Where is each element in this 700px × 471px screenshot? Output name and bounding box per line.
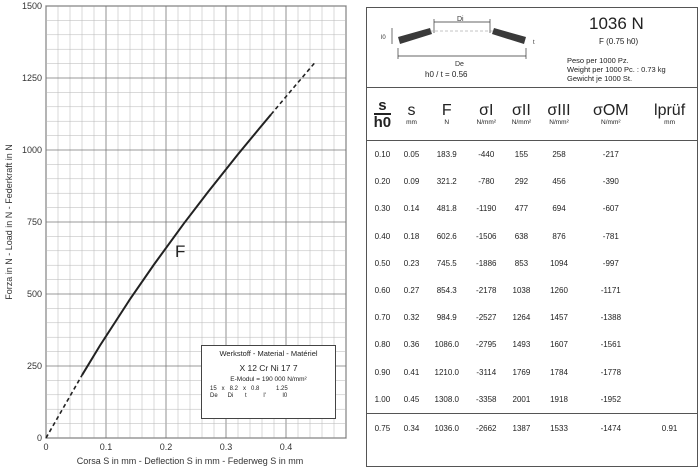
table-cell: -3114 bbox=[476, 367, 497, 377]
table-cell: 292 bbox=[514, 177, 529, 187]
table-cell bbox=[642, 250, 697, 277]
spring-data-table bbox=[367, 88, 697, 444]
ratio-numerator: s bbox=[374, 98, 392, 115]
table-row bbox=[367, 141, 697, 169]
weight-line: Weight per 1000 Pc. : 0.73 kg bbox=[567, 65, 666, 74]
dims-values: 15 x 8.2 x 0.8 1.25 bbox=[210, 386, 288, 392]
weight-line: Peso per 1000 Pz. bbox=[567, 56, 629, 65]
y-tick-label: 1250 bbox=[21, 73, 42, 83]
table-cell: 854.3 bbox=[436, 286, 457, 296]
table-cell: 0.32 bbox=[403, 313, 420, 323]
table-cell: 0.40 bbox=[374, 231, 391, 241]
weight-line: Gewicht je 1000 St. bbox=[567, 74, 633, 83]
table-cell bbox=[642, 168, 697, 195]
table-cell: 1784 bbox=[550, 367, 568, 377]
table-cell: 321.2 bbox=[436, 177, 457, 187]
y-tick-label: 0 bbox=[36, 433, 42, 443]
table-cell: -997 bbox=[602, 258, 619, 268]
table-row bbox=[367, 304, 697, 331]
y-tick-label: 1500 bbox=[21, 1, 42, 11]
table-header-row bbox=[367, 88, 697, 141]
table-cell: -1474 bbox=[579, 413, 642, 444]
table-body bbox=[367, 141, 697, 414]
table-cell: 456 bbox=[552, 177, 566, 187]
table-row bbox=[367, 386, 697, 414]
table-cell: 1533 bbox=[539, 413, 580, 444]
table-cell: 0.05 bbox=[403, 150, 420, 160]
table-cell bbox=[642, 304, 697, 331]
table-cell: 694 bbox=[552, 204, 566, 214]
table-cell: 1457 bbox=[550, 313, 568, 323]
table-cell bbox=[642, 223, 697, 250]
table-cell: -2527 bbox=[476, 313, 497, 323]
x-tick-label: 0.1 bbox=[99, 442, 113, 452]
y-axis-title: Forza in N - Load in N - Federkraft in N bbox=[4, 144, 14, 300]
table-cell: -440 bbox=[478, 150, 495, 160]
table-cell: -2662 bbox=[468, 413, 504, 444]
table-cell bbox=[642, 195, 697, 222]
table-cell bbox=[642, 359, 697, 386]
table-cell: 0.70 bbox=[374, 313, 391, 323]
table-cell bbox=[642, 141, 697, 169]
table-cell: 1.00 bbox=[374, 394, 391, 404]
header-cell: σI N/mm² bbox=[476, 102, 497, 126]
material-grade: X 12 Cr Ni 17 7 bbox=[239, 363, 298, 373]
table-cell: 258 bbox=[552, 150, 566, 160]
load-title: 1036 N bbox=[589, 14, 644, 33]
spring-data-panel bbox=[366, 7, 698, 467]
table-cell: 1493 bbox=[512, 340, 531, 350]
table-cell bbox=[642, 386, 697, 414]
material-title: Werkstoff - Material - Matériel bbox=[219, 349, 318, 358]
table-cell: -1190 bbox=[476, 204, 497, 214]
header-cell: F N bbox=[441, 102, 452, 126]
table-cell: -607 bbox=[602, 204, 619, 214]
table-cell: 638 bbox=[514, 231, 529, 241]
table-cell: 155 bbox=[514, 150, 529, 160]
table-cell: 0.75 bbox=[367, 413, 398, 444]
table-cell: 0.80 bbox=[374, 340, 391, 350]
table-cell: -2795 bbox=[476, 340, 497, 350]
table-cell: 1918 bbox=[550, 394, 568, 404]
table-row bbox=[367, 277, 697, 304]
table-cell: -781 bbox=[602, 231, 619, 241]
table-cell: 602.6 bbox=[436, 231, 457, 241]
table-cell: 0.27 bbox=[403, 286, 420, 296]
dim-l0-label: l0 bbox=[381, 35, 386, 41]
table-cell: -1952 bbox=[600, 394, 622, 404]
table-cell: 1387 bbox=[504, 413, 538, 444]
y-tick-label: 750 bbox=[26, 217, 42, 227]
x-tick-label: 0.4 bbox=[279, 442, 293, 452]
table-cell: 0.50 bbox=[374, 258, 391, 268]
header-cell: σII N/mm² bbox=[511, 102, 532, 126]
table-cell: -2178 bbox=[476, 286, 497, 296]
table-cell: 0.60 bbox=[374, 286, 391, 296]
dimension-values bbox=[202, 386, 335, 400]
table-cell: -1778 bbox=[600, 367, 622, 377]
table-cell: 0.45 bbox=[403, 394, 420, 404]
table-cell: -1506 bbox=[476, 231, 497, 241]
material-info-box bbox=[201, 345, 336, 419]
spring-right-section bbox=[492, 28, 526, 44]
header-ratio bbox=[367, 88, 398, 141]
table-row bbox=[367, 250, 697, 277]
table-cell: 2001 bbox=[512, 394, 531, 404]
table-cell: 1210.0 bbox=[434, 367, 459, 377]
y-tick-label: 1000 bbox=[21, 145, 42, 155]
table-cell: 1607 bbox=[550, 340, 568, 350]
table-cell: 745.5 bbox=[436, 258, 457, 268]
table-row bbox=[367, 331, 697, 358]
x-tick-label: 0.3 bbox=[219, 442, 233, 452]
table-cell: 1308.0 bbox=[434, 394, 459, 404]
table-row bbox=[367, 168, 697, 195]
dim-di-label: Di bbox=[457, 16, 464, 23]
table-cell: 0.20 bbox=[374, 177, 391, 187]
y-tick-label: 500 bbox=[26, 289, 42, 299]
table-cell: 0.34 bbox=[398, 413, 425, 444]
table-cell: 0.41 bbox=[403, 367, 420, 377]
table-cell: -1561 bbox=[600, 340, 622, 350]
table-row bbox=[367, 359, 697, 386]
height-thickness-ratio: h0 / t = 0.56 bbox=[425, 70, 468, 79]
table-cell: 0.09 bbox=[403, 177, 420, 187]
weight-info bbox=[567, 56, 666, 83]
table-row bbox=[367, 223, 697, 250]
dim-t-label: t bbox=[533, 40, 535, 46]
table-cell bbox=[642, 331, 697, 358]
table-cell: 1086.0 bbox=[434, 340, 459, 350]
table-cell: -1171 bbox=[600, 286, 621, 296]
x-tick-label: 0.2 bbox=[159, 442, 173, 452]
table-cell: 0.10 bbox=[374, 150, 391, 160]
table-cell: 477 bbox=[514, 204, 529, 214]
table-cell: 853 bbox=[514, 258, 529, 268]
table-cell: -1886 bbox=[476, 258, 497, 268]
table-cell: 1264 bbox=[512, 313, 531, 323]
table-cell: -390 bbox=[602, 177, 619, 187]
load-subtitle: F (0.75 h0) bbox=[599, 37, 639, 46]
table-cell: 183.9 bbox=[436, 150, 457, 160]
x-tick-label: 0 bbox=[43, 442, 49, 452]
header-cell: σOM N/mm² bbox=[592, 102, 629, 126]
x-axis-title: Corsa S in mm - Deflection S in mm - Federweg S in mm bbox=[76, 456, 304, 466]
table-cell: 0.36 bbox=[403, 340, 420, 350]
table-cell: 876 bbox=[552, 231, 566, 241]
spring-left-section bbox=[398, 28, 432, 44]
table-cell: 1094 bbox=[550, 258, 568, 268]
table-cell: -1388 bbox=[600, 313, 622, 323]
table-footer-row bbox=[367, 413, 697, 444]
table-cell: 984.9 bbox=[436, 313, 457, 323]
table-cell: -217 bbox=[602, 150, 619, 160]
table-cell: 0.23 bbox=[403, 258, 420, 268]
curve-label: F bbox=[175, 242, 186, 261]
table-cell: 481.8 bbox=[436, 204, 457, 214]
table-cell: 1036.0 bbox=[425, 413, 468, 444]
table-cell bbox=[642, 277, 697, 304]
header-cell: σIII N/mm² bbox=[547, 102, 571, 126]
table-cell: 1769 bbox=[512, 367, 531, 377]
y-tick-label: 250 bbox=[26, 361, 42, 371]
ratio-denominator: h0 bbox=[373, 114, 392, 131]
table-cell: 0.30 bbox=[374, 204, 391, 214]
table-row bbox=[367, 195, 697, 222]
table-cell: 1038 bbox=[512, 286, 531, 296]
table-cell: 0.18 bbox=[403, 231, 420, 241]
dim-de-label: De bbox=[455, 61, 464, 68]
header-cell: s mm bbox=[406, 102, 417, 126]
disc-spring-drawing bbox=[372, 11, 572, 73]
header-cell: lprüf mm bbox=[654, 102, 686, 126]
material-modulus: E-Modul = 190 000 N/mm² bbox=[230, 376, 307, 383]
table-cell: 0.14 bbox=[403, 204, 420, 214]
table-cell: 1260 bbox=[550, 286, 568, 296]
table-cell: -780 bbox=[478, 177, 495, 187]
spring-header bbox=[367, 8, 697, 88]
table-cell: 0.90 bbox=[374, 367, 391, 377]
dims-labels: De Di t l' l0 bbox=[210, 393, 288, 399]
table-cell: -3358 bbox=[476, 394, 497, 404]
table-cell: 0.91 bbox=[642, 413, 697, 444]
